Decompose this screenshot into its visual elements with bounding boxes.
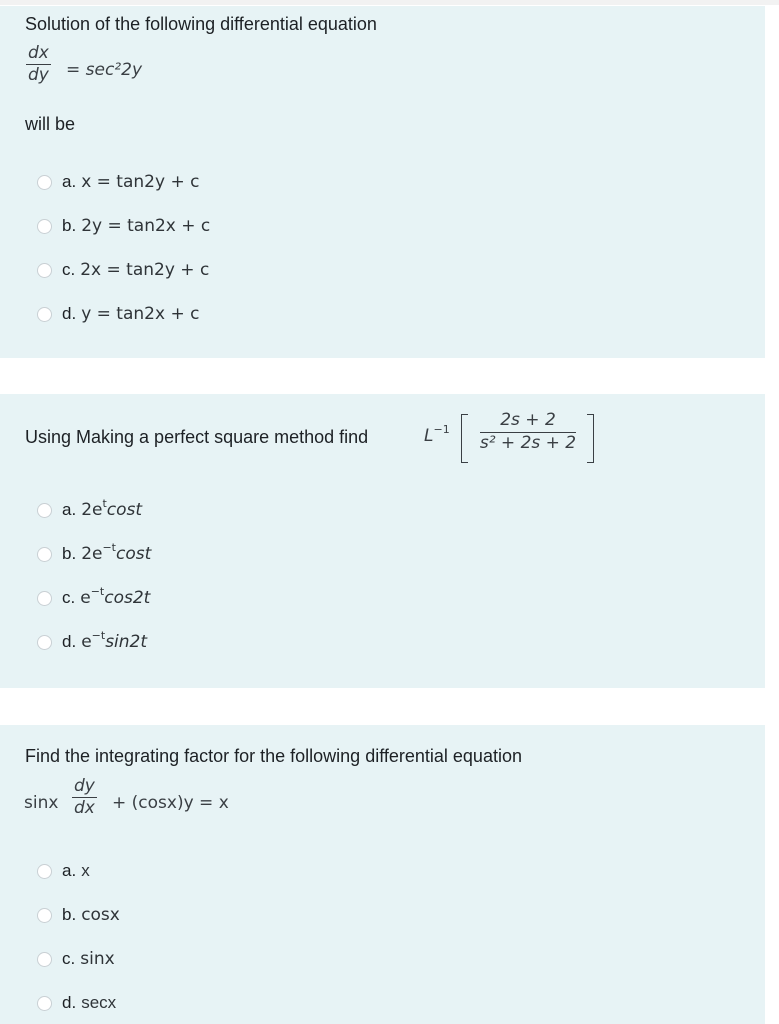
radio-button[interactable]	[37, 908, 52, 923]
radio-button[interactable]	[37, 307, 52, 322]
equation-rhs: = sec²2y	[66, 60, 143, 80]
equation-prefix: sinx	[24, 793, 59, 813]
fraction-numerator: dx	[28, 43, 49, 63]
radio-button[interactable]	[37, 635, 52, 650]
option-expression: cosx	[81, 905, 120, 925]
option-letter: c.	[62, 588, 76, 607]
option-letter: d.	[62, 304, 77, 323]
option-letter: b.	[62, 905, 77, 924]
fraction-dx-dy	[26, 44, 51, 86]
option-b[interactable]	[37, 542, 151, 566]
option-letter: d.	[62, 993, 77, 1012]
question-card-2	[0, 394, 765, 688]
fraction-laplace	[472, 411, 584, 454]
radio-button[interactable]	[37, 175, 52, 190]
radio-button[interactable]	[37, 503, 52, 518]
option-letter: d.	[62, 632, 77, 651]
question-text: Find the integrating factor for the following differential equation	[25, 746, 522, 766]
radio-button[interactable]	[37, 952, 52, 967]
option-expression: secx	[81, 993, 117, 1012]
option-letter: a.	[62, 172, 77, 191]
radio-button[interactable]	[37, 591, 52, 606]
option-expression: x = tan2y + c	[81, 172, 200, 192]
right-bracket	[587, 414, 594, 463]
fraction-numerator: dy	[74, 776, 95, 796]
option-letter: b.	[62, 544, 77, 563]
option-letter: a.	[62, 861, 77, 880]
option-d[interactable]	[37, 302, 199, 326]
radio-button[interactable]	[37, 219, 52, 234]
radio-button[interactable]	[37, 547, 52, 562]
operator-symbol: L	[424, 426, 434, 446]
option-a[interactable]	[37, 859, 90, 883]
question-card-3	[0, 725, 765, 1024]
fraction-denominator: s² + 2s + 2	[479, 433, 577, 453]
option-expression: $e^{-t}\sin 2t$	[81, 629, 148, 652]
question-card-1	[0, 6, 765, 358]
top-divider	[0, 0, 779, 5]
laplace-operator	[424, 423, 450, 446]
option-b[interactable]	[37, 214, 210, 238]
option-expression: y = tan2x + c	[81, 304, 200, 324]
fraction-denominator: dy	[28, 65, 49, 85]
question-text: Using Making a perfect square method find	[25, 427, 369, 447]
option-c[interactable]	[37, 586, 150, 610]
option-letter: b.	[62, 216, 77, 235]
radio-button[interactable]	[37, 263, 52, 278]
left-bracket	[461, 414, 468, 463]
fraction-numerator: 2s + 2	[480, 411, 576, 433]
option-expression: sinx	[80, 949, 115, 969]
option-expression: $2e^t\cos t$	[81, 497, 143, 520]
option-expression: x	[81, 861, 90, 880]
fraction-denominator: dx	[74, 798, 95, 818]
option-letter: a.	[62, 500, 77, 519]
option-c[interactable]	[37, 947, 115, 971]
option-expression: 2x = tan2y + c	[80, 260, 210, 280]
option-letter: c.	[62, 260, 76, 279]
option-d[interactable]	[37, 630, 147, 654]
option-a[interactable]	[37, 498, 142, 522]
option-a[interactable]	[37, 170, 199, 194]
operator-superscript: −1	[433, 423, 450, 436]
equation-rhs: + (cosx)y = x	[112, 793, 229, 813]
option-c[interactable]	[37, 258, 209, 282]
radio-button[interactable]	[37, 864, 52, 879]
option-expression: $2e^{-t}\cos t$	[81, 541, 152, 564]
option-d[interactable]	[37, 991, 116, 1015]
radio-button[interactable]	[37, 996, 52, 1011]
fraction-dy-dx	[72, 777, 97, 819]
question-text: Solution of the following differential equation	[25, 14, 377, 34]
question-suffix: will be	[25, 114, 76, 134]
option-letter: c.	[62, 949, 76, 968]
option-b[interactable]	[37, 903, 120, 927]
option-expression: 2y = tan2x + c	[81, 216, 211, 236]
option-expression: $e^{-t}\cos 2t$	[80, 585, 151, 608]
